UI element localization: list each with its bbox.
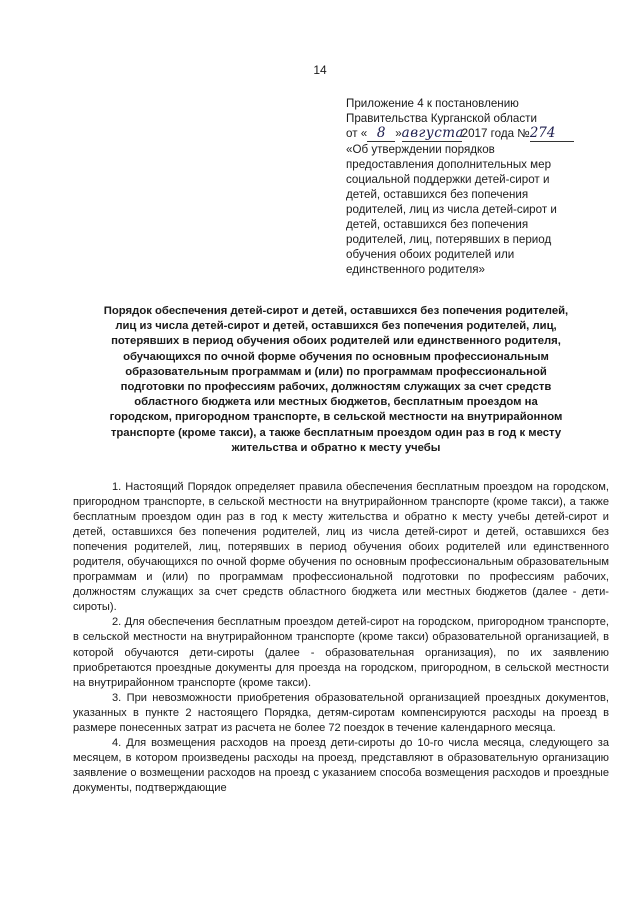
paragraph-1: 1. Настоящий Порядок определяет правила обеспечения бесплатным проездом на городском, пригородном транспорте, в сельской местности на внутрирайонном транспорте (кроме такси), а также бесплатным проездом один раз в год к месту жительства и обратно к месту учебы детей-сирот и детей, оставшихся без попечения родителей, лиц из числа детей-сирот и детей, оставшихся без попечения родителей, лиц, потерявших в период обучения обоих родителей или единственного родителя, обучающихся по очной форме обучения по основным профессиональным образовательным программам и (или) по программам профессиональной подготовки по профессиям рабочих, должностям служащих за счет средств областного бюджета или местных бюджетов (далее - дети-сироты). [73,481,609,614]
document-body [73,480,609,796]
appendix-line-5: предоставления дополнительных мер [346,158,552,171]
appendix-line-4: «Об утверждении порядков [346,143,495,156]
appendix-line-1: Приложение 4 к постановлению [346,97,519,110]
title-line: подготовки по профессиям рабочих, должностям служащих за счет средств [120,381,552,394]
date-mid: » [395,127,402,140]
title-line: образовательным программам и (или) по программам профессиональной [125,365,547,378]
page-number: 14 [313,63,327,77]
appendix-line-12: единственного родителя» [346,263,485,276]
appendix-line-9: детей, оставшихся без попечения [346,218,529,231]
paragraph-4: 4. Для возмещения расходов на проезд дети-сироты до 10-го числа месяца, следующего за месяцем, в котором произведены расходы на проезд, представляют в образовательную организацию заявление о возмещении расходов на проезд с указанием способа возмещения расходов и проездные документы, подтверждающие [73,736,609,794]
title-line: жительства и обратно к месту учебы [231,441,441,454]
appendix-line-2: Правительства Курганской области [346,112,537,125]
paragraph-3: 3. При невозможности приобретения образовательной организацией проездных документов, указанных в пункте 2 настоящего Порядка, детям-сиротам компенсируются расходы на проезд в размере понесенных затрат из расчета не более 72 поездок в течение календарного месяца. [73,691,609,734]
title-line: городском, пригородном транспорте, в сельской местности на внутрирайонном [109,411,563,424]
appendix-line-10: родителей, лиц, потерявших в период [346,233,552,246]
title-line: обучающихся по очной форме обучения по основным профессиональным [123,350,549,363]
title-line: Порядок обеспечения детей-сирот и детей, оставшихся без попечения родителей, [103,305,569,317]
handwritten-day: 8 [367,126,395,142]
handwritten-month: августа [401,125,465,141]
appendix-header [346,96,608,277]
appendix-line-7: детей, оставшихся без попечения [346,188,529,201]
appendix-line-11: обучения обоих родителей или [346,248,515,261]
title-line: областного бюджета или местных бюджетов, бесплатным проездом на [134,396,538,409]
paragraph-2: 2. Для обеспечения бесплатным проездом детей-сирот на городском, пригородном транспорте, в сельской местности на внутрирайонном транспорте (кроме такси) образовательной организацией, в которой обучаются дети-сироты (далее - образовательная организация), по их заявлению приобретаются проездные документы для проезда на городском, пригородном, в сельской местности на внутрирайонном транспорте (кроме такси). [73,616,609,689]
title-line: потерявших в период обучения обоих родителей или единственного родителя, [111,335,561,348]
title-line: транспорте (кроме такси), а также бесплатным проездом один раз в год к месту [110,426,562,439]
document-title [60,304,612,456]
date-prefix: от « [346,127,368,140]
handwritten-number: 274 [530,126,574,142]
appendix-line-8: родителей, лиц из числа детей-сирот и [346,203,557,216]
appendix-line-6: социальной поддержки детей-сирот и [346,173,550,186]
date-year: 2017 года № [461,127,530,140]
appendix-date-line [346,126,608,142]
title-line: лиц из числа детей-сирот и детей, оставшихся без попечения родителей, лиц, [115,320,557,333]
